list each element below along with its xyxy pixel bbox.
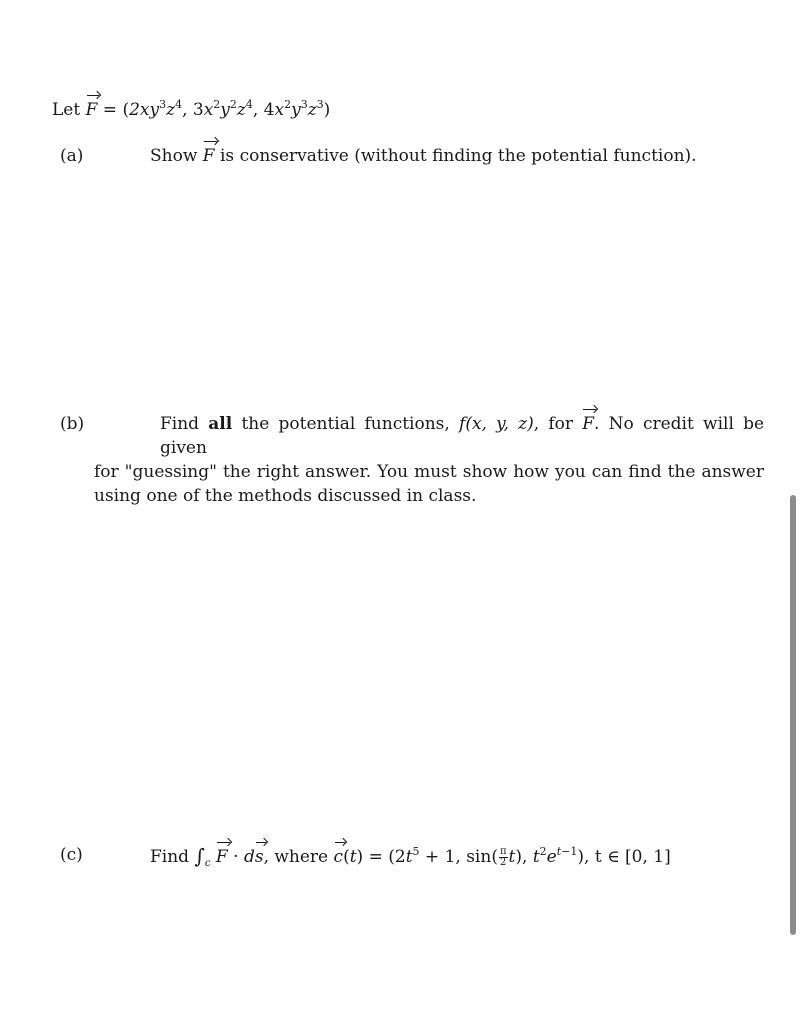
part-b-line-3: using one of the methods discussed in class. [94, 486, 477, 506]
equals-sign: = [102, 100, 118, 120]
part-b-text [94, 412, 764, 508]
vector-f: F [202, 146, 215, 166]
part-b-line-1 [94, 412, 764, 460]
find-word: Find [150, 847, 190, 867]
part-b-text-3: . No credit will be given [160, 414, 765, 458]
part-a-label: (a) [60, 146, 84, 166]
potential-function: f(x, y, z) [459, 414, 534, 434]
vertical-scrollbar[interactable] [790, 495, 796, 935]
show-word: Show [150, 146, 198, 166]
problem-statement [52, 98, 330, 122]
part-b-text-1: the potential functions, [241, 414, 450, 434]
part-b-line-2: for "guessing" the right answer. You must show how you can find the answer [94, 462, 764, 482]
parameter-interval: t ∈ [0, 1] [594, 847, 671, 867]
part-a-rest: is conservative (without finding the potential function). [220, 146, 697, 166]
part-b-label: (b) [60, 414, 85, 434]
vector-f: F [85, 100, 98, 120]
path-definition: $c(t) = (2t^5 + 1$, sin( $\frac{\pi}{2}$ t), $t^2e^{t-1}$), [333, 845, 590, 868]
vector-components: ($2xy^3z^4$, $3x^2y^2z^4$, $4x^2y^3z^3$) [122, 98, 331, 120]
part-b-text-2: , for [533, 414, 573, 434]
find-word: Find [160, 414, 200, 434]
part-c-text [150, 843, 671, 869]
part-a-text [150, 144, 697, 168]
where-word: , where [263, 847, 329, 867]
line-integral: $\int_c$ F · ds [194, 844, 264, 869]
vector-f: F [582, 414, 595, 434]
part-c-label: (c) [60, 845, 83, 865]
all-word: all [208, 414, 233, 434]
let-word: Let [52, 100, 81, 120]
